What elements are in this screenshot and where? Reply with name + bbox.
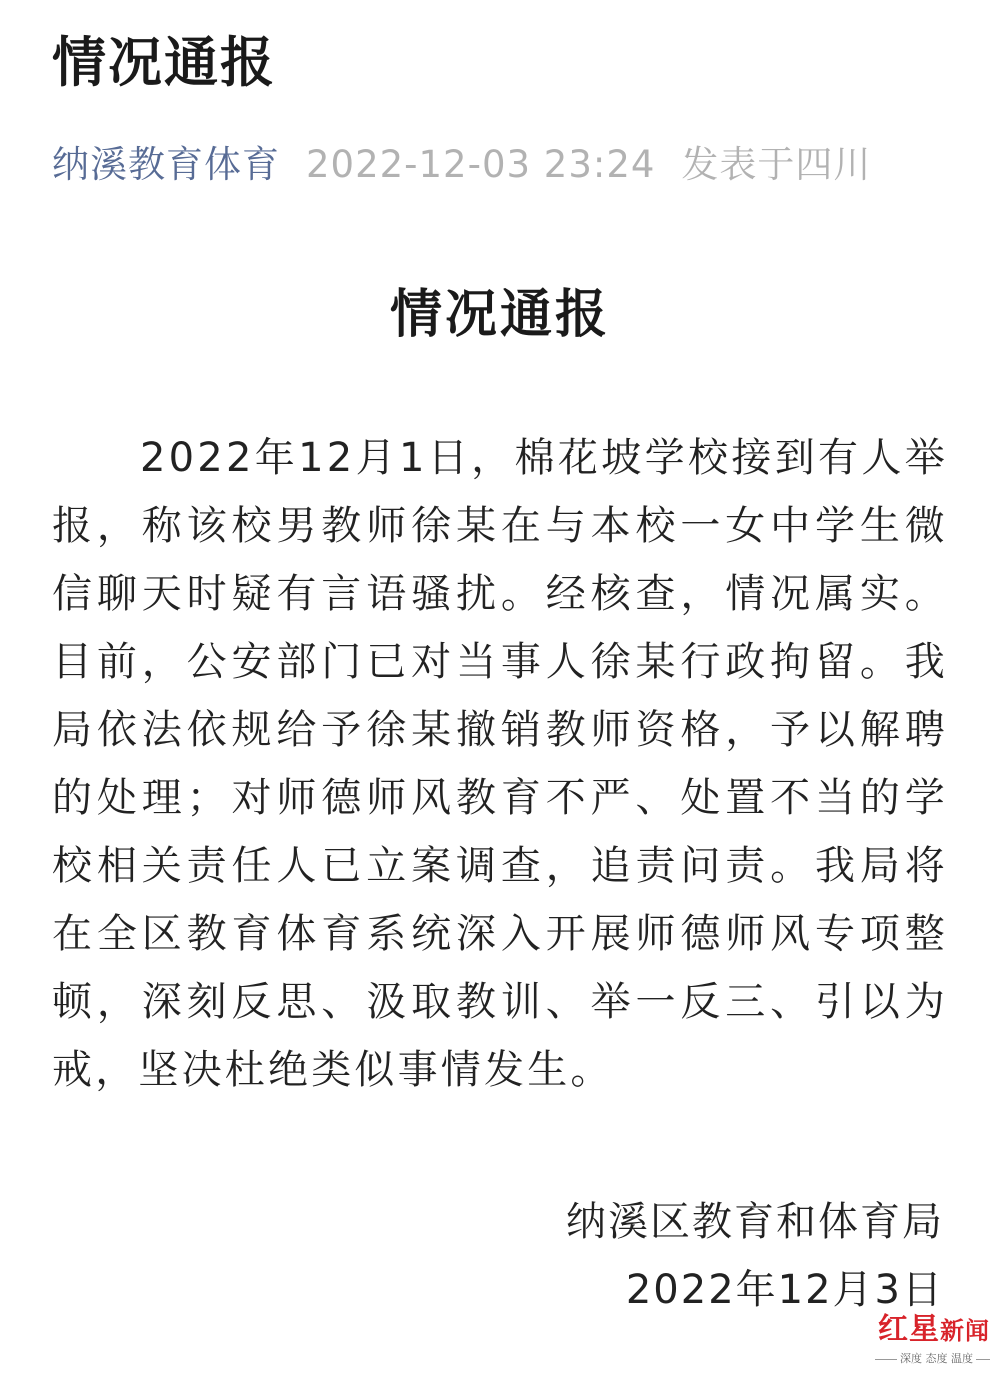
issue-date: 2022年12月3日 <box>625 1267 944 1313</box>
article-title: 情况通报 <box>52 31 276 94</box>
issuer-name: 纳溪区教育和体育局 <box>566 1199 944 1245</box>
account-name-link[interactable]: 纳溪教育体育 <box>52 143 280 186</box>
red-star-news-watermark <box>864 1312 990 1370</box>
document-body: 2022年12月1日，棉花坡学校接到有人举报，称该校男教师徐某在与本校一女中学生微信聊天时疑有言语骚扰。经核查，情况属实。目前，公安部门已对当事人徐某行政拘留。我局依法依规给予徐某撤销教师资格，予以解聘的处理；对师德师风教育不严、处置不当的学校相关责任人已立案调查，追责问责。我局将在全区教育体育系统深入开展师德师风专项整顿，深刻反思、汲取教训、举一反三、引以为戒，坚决杜绝类似事情发生。 <box>52 435 948 1093</box>
watermark-slogan: 深度 态度 温度 <box>875 1352 990 1366</box>
document-signature <box>566 1188 944 1324</box>
publish-datetime: 2022-12-03 23:24 <box>306 143 656 186</box>
publish-location: 发表于四川 <box>681 143 872 186</box>
document-heading: 情况通报 <box>389 285 610 345</box>
article-meta <box>52 140 871 190</box>
watermark-logo: 红星新闻 <box>878 1312 990 1347</box>
